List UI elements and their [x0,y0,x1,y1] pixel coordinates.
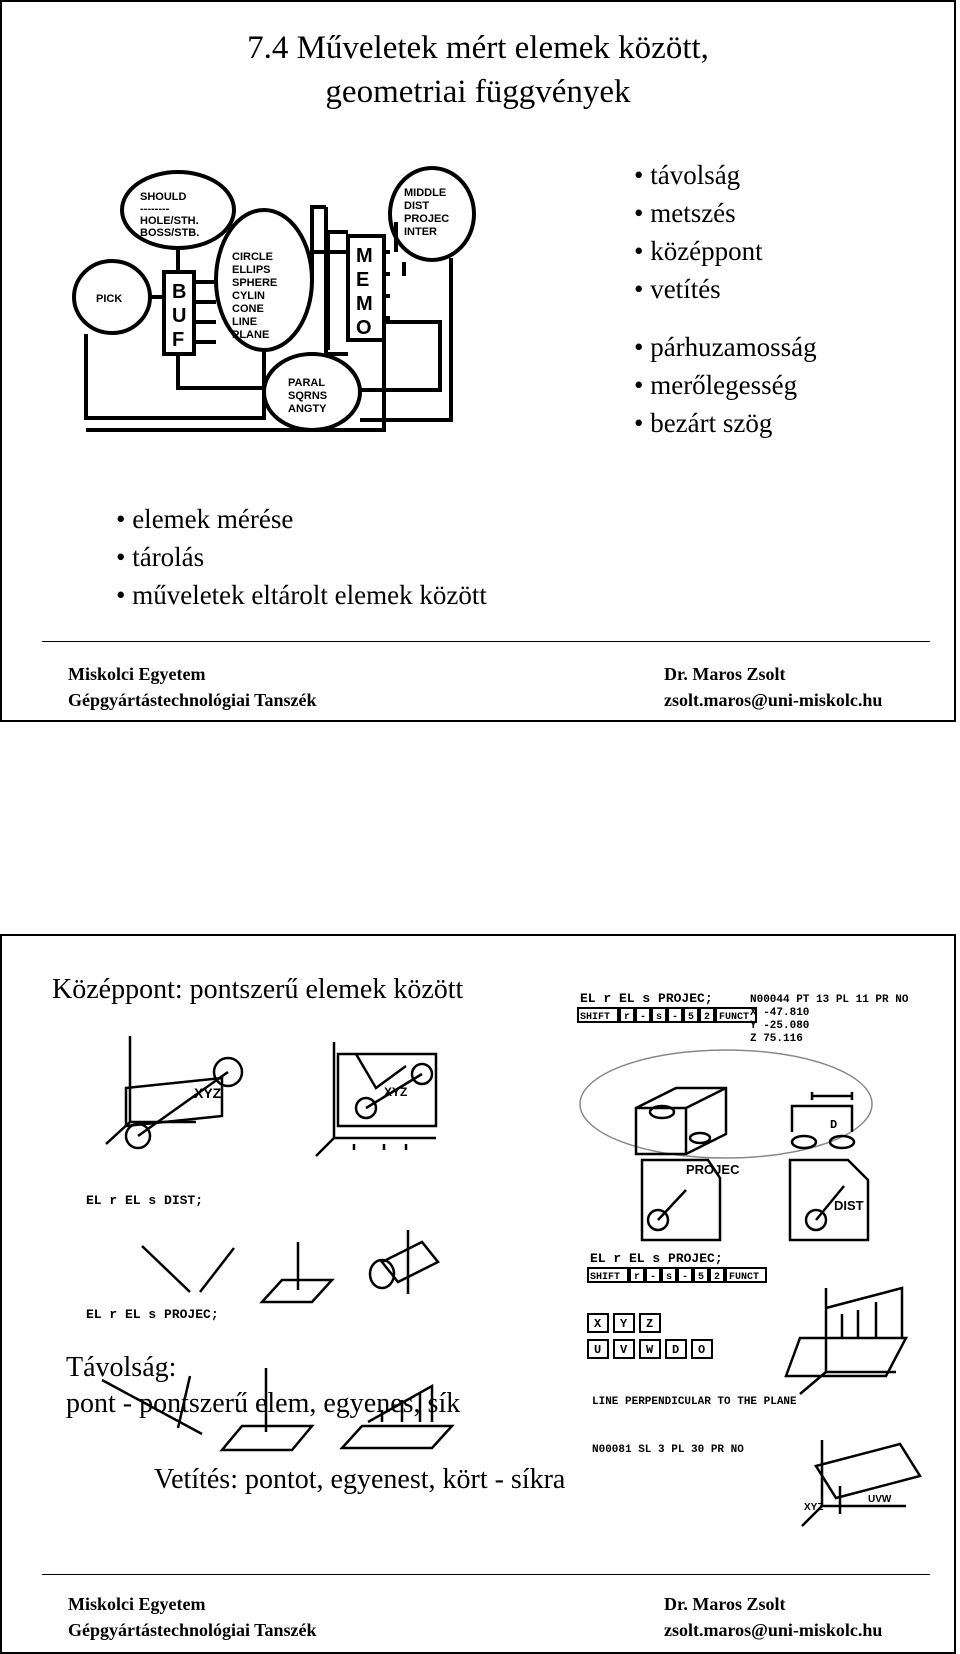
status-line: N00081 SL 3 PL 30 PR NO [592,1444,744,1456]
key-dash2: - [672,1012,679,1023]
key-funct-2: FUNCT [729,1272,760,1283]
midpoint-heading: Középpont: pontszerű elemek között [52,974,464,1005]
projection-text: Vetítés: pontot, egyenest, kört - síkra [154,1464,566,1495]
key-shift: SHIFT [580,1012,611,1023]
key-d: D [672,1343,680,1357]
shape-sphere: SPHERE [232,277,278,289]
bullet-item: • távolság [634,156,763,194]
cmd-dist: EL r EL s DIST; [86,1193,204,1208]
cmd-projec-left: EL r EL s PROJEC; [86,1307,219,1322]
key-r: r [624,1012,631,1023]
perp-caption: LINE PERPENDICULAR TO THE PLANE [592,1396,797,1408]
bullet-item: • középpont [634,232,763,270]
key-v: V [620,1343,628,1357]
should-line-3: HOLE/STH. [140,215,199,227]
key-dash: - [640,1012,647,1023]
footer-department-2: Gépgyártástechnológiai Tanszék [68,1620,317,1640]
cmd-projec-mid: EL r EL s PROJEC; [590,1251,723,1266]
key-u: U [594,1343,602,1357]
key-shift-2: SHIFT [590,1272,621,1283]
bullet-item: • merőlegesség [634,366,817,404]
should-line-1: SHOULD [140,191,187,203]
projec-keys-figure [586,1248,936,1448]
readout-line-4: Z 75.116 [750,1033,803,1045]
slide-title-line-2: geometriai függvények [325,74,631,110]
distance-text: pont - pontszerű elem, egyenes, sík [66,1388,461,1419]
bullet-list-relations [634,328,817,442]
projec-label: PROJEC [686,1162,740,1177]
key-x: X [594,1317,602,1331]
key-o: O [698,1343,706,1357]
key-y: Y [620,1317,628,1331]
footer-email: zsolt.maros@uni-miskolc.hu [664,690,883,710]
bullet-item: • metszés [634,194,763,232]
key-5-2: 5 [698,1272,705,1283]
key-funct: FUNCT [719,1012,750,1023]
key-r-2: r [634,1272,641,1283]
xyz-label-left: XYZ [194,1085,222,1101]
footer-author-2: Dr. Maros Zsolt [664,1594,786,1614]
readout-line-3: Y -25.080 [750,1020,810,1032]
readout-line-1: N00044 PT 13 PL 11 PR NO [750,994,909,1006]
memo-letter-m2: M [356,293,373,315]
bullet-item: • tárolás [116,538,487,576]
footer-author: Dr. Maros Zsolt [664,664,786,684]
distance-title: Távolság: [66,1352,177,1383]
uvw-label: UVW [868,1494,892,1505]
buf-letter-b: B [172,281,187,303]
key-2-2: 2 [714,1272,721,1283]
footer-divider-2 [42,1574,930,1575]
dist-command-figure [82,1190,462,1310]
bullet-list-operations [634,156,763,308]
footer-university-2: Miskolci Egyetem [68,1594,206,1614]
d-label: D [830,1118,838,1132]
shape-ellips: ELLIPS [232,264,271,276]
bullet-list-measurement [116,500,487,614]
should-line-4: BOSS/STB. [140,227,200,239]
footer-divider [42,641,930,642]
status-uvw-figure [590,1436,930,1536]
footer-email-2: zsolt.maros@uni-miskolc.hu [664,1620,883,1640]
paral-line-2: SQRNS [288,390,328,402]
bullet-item: • bezárt szög [634,404,817,442]
key-2: 2 [704,1012,711,1023]
key-s-2: s [666,1272,673,1283]
memo-letter-m: M [356,245,373,267]
bullet-item: • elemek mérése [116,500,487,538]
key-5: 5 [688,1012,695,1023]
key-dash2-2: - [682,1272,689,1283]
paral-line-3: ANGTY [288,403,327,415]
memo-letter-o: O [356,317,372,339]
shape-cylin: CYLIN [232,290,265,302]
bullet-item: • vetítés [634,270,763,308]
key-z: Z [646,1317,654,1331]
measurement-flow-diagram [66,162,486,482]
bullet-item: • párhuzamosság [634,328,817,366]
xyz-label-bottom: XYZ [804,1502,824,1513]
key-dash-2: - [650,1272,657,1283]
buf-letter-u: U [172,305,187,327]
key-s: s [656,1012,663,1023]
middle-line-1: MIDDLE [404,187,447,199]
slide-1 [0,0,956,722]
cmd-projec-top: EL r EL s PROJEC; [580,991,713,1006]
buf-letter-f: F [172,329,185,351]
middle-line-3: PROJEC [404,213,450,225]
pick-label: PICK [96,293,123,305]
paral-line-1: PARAL [288,377,326,389]
projec-dist-plates-figure [638,1150,938,1260]
footer-university: Miskolci Egyetem [68,664,206,684]
middle-line-4: INTER [404,226,437,238]
dist-label: DIST [834,1198,864,1213]
memo-letter-e: E [356,269,370,291]
middle-line-2: DIST [404,200,430,212]
slide-title-line-1: 7.4 Műveletek mért elemek között, [247,30,709,66]
shape-plane: PLANE [232,329,270,341]
shape-line: LINE [232,316,258,328]
key-w: W [646,1343,654,1357]
should-line-2: -------- [140,203,170,215]
shape-cone: CONE [232,303,264,315]
slide-2 [0,934,956,1654]
xyz-label-right: XYZ [384,1085,408,1099]
footer-department: Gépgyártástechnológiai Tanszék [68,690,317,710]
readout-line-2: X -47.810 [750,1007,810,1019]
bullet-item: • műveletek eltárolt elemek között [116,576,487,614]
shape-circle: CIRCLE [232,251,273,263]
midpoint-3d-figure [86,1026,466,1196]
